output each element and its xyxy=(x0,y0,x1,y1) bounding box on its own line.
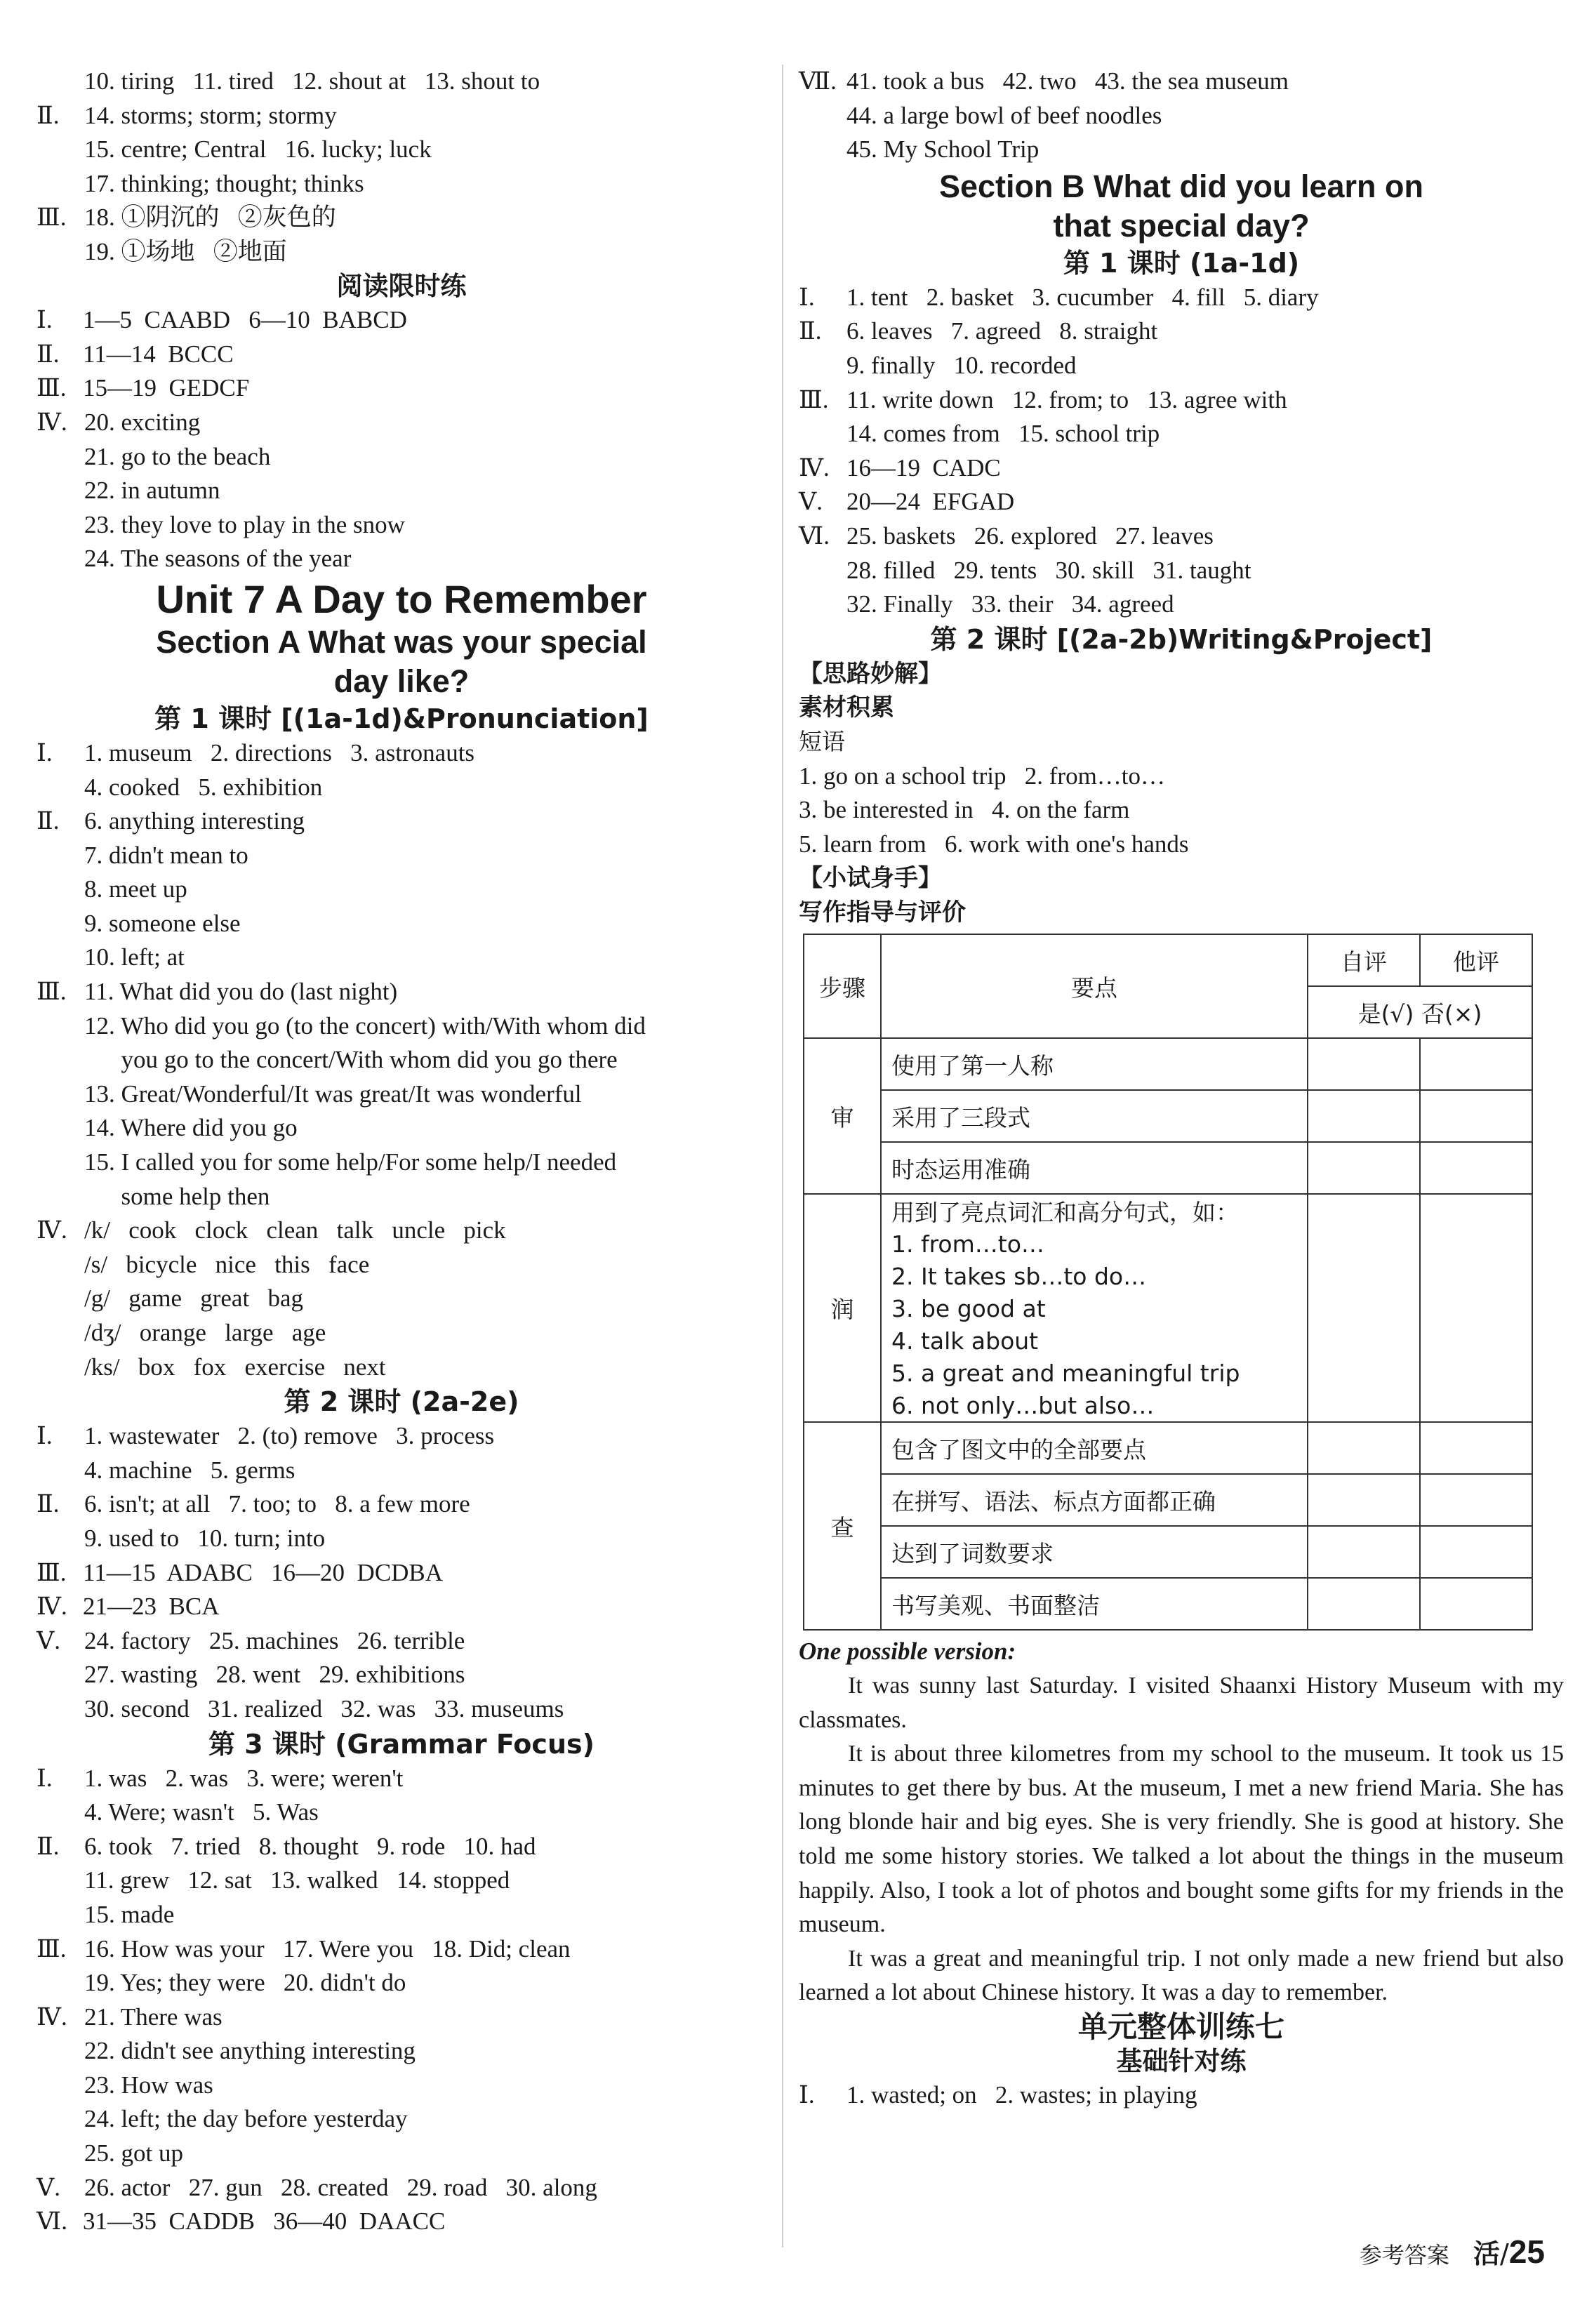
answer-line xyxy=(36,941,766,975)
answer-text: 19. ①场地 ②地面 xyxy=(84,237,287,265)
left-column xyxy=(36,65,766,2239)
self-eval-cell xyxy=(1308,1038,1420,1090)
answer-line xyxy=(799,554,1564,588)
answer-text: 15. I called you for some help/For some help/I needed xyxy=(84,1148,617,1176)
answer-line xyxy=(799,485,1564,519)
essay-paragraph: It was a great and meaningful trip. I not only made a new friend but also learned a lot about Chinese history. It was a day to remember. xyxy=(799,1945,1564,2006)
answer-line xyxy=(36,1795,766,1830)
answer-text: 23. they love to play in the snow xyxy=(84,510,405,538)
answer-line xyxy=(36,1692,766,1727)
answer-text: some help then xyxy=(84,1182,270,1210)
answer-line xyxy=(799,417,1564,451)
roman-numeral: Ⅳ. xyxy=(36,2003,67,2031)
answer-text: 1. wasted; on 2. wastes; in playing xyxy=(846,2081,1197,2109)
answer-text: 4. cooked 5. exhibition xyxy=(84,773,323,801)
guide-point: 时态运用准确 xyxy=(881,1142,1308,1194)
roman-numeral: Ⅱ. xyxy=(36,1832,60,1860)
self-eval-cell xyxy=(1308,1474,1420,1526)
roman-numeral: Ⅵ. xyxy=(36,2207,67,2236)
peer-eval-cell xyxy=(1420,1142,1532,1194)
sample-essay xyxy=(799,1669,1564,2010)
roman-numeral: Ⅲ. xyxy=(36,1934,67,1963)
reading-section-title: 阅读限时练 xyxy=(336,270,467,301)
answer-text: 1. tent 2. basket 3. cucumber 4. fill 5. diary xyxy=(846,283,1319,311)
phrases-list xyxy=(799,759,1564,862)
answer-line xyxy=(36,1043,766,1077)
lesson-3-title: 第 3 课时 (Grammar Focus) xyxy=(208,1728,595,1760)
answer-line xyxy=(799,314,1564,349)
answer-line xyxy=(36,2171,766,2205)
answer-line xyxy=(799,99,1564,133)
guide-point: 采用了三段式 xyxy=(881,1090,1308,1142)
answer-line xyxy=(799,519,1564,554)
answer-line xyxy=(799,451,1564,486)
answer-text: 4. machine 5. germs xyxy=(84,1456,295,1484)
answer-line xyxy=(36,839,766,873)
answer-text: 31—35 CADDB 36—40 DAACC xyxy=(83,2207,446,2236)
roman-numeral: Ⅳ. xyxy=(36,1216,67,1244)
guide-point: 4. talk about xyxy=(881,1324,1308,1357)
answer-line xyxy=(36,1658,766,1692)
answer-text: 9. someone else xyxy=(84,909,241,937)
roman-numeral: Ⅶ. xyxy=(799,67,837,95)
essay-paragraph: It was sunny last Saturday. I visited Shaanxi History Museum with my classmates. xyxy=(799,1673,1564,1733)
answer-text: /g/ game great bag xyxy=(84,1284,303,1313)
roman-numeral: Ⅲ. xyxy=(36,204,67,232)
answers-block xyxy=(799,2078,1564,2113)
roman-numeral: Ⅲ. xyxy=(36,978,67,1006)
answer-line xyxy=(799,65,1564,99)
answer-line xyxy=(36,1932,766,1967)
answer-line xyxy=(36,1762,766,1796)
step-shen: 审 xyxy=(804,1038,881,1194)
answer-text: 22. in autumn xyxy=(84,477,220,505)
phrases-label: 短语 xyxy=(799,727,845,755)
answer-text: 4. Were; wasn't 5. Was xyxy=(84,1798,319,1826)
answer-line xyxy=(36,1419,766,1454)
basic-practice-title: 基础针对练 xyxy=(1116,2045,1247,2076)
roman-numeral: Ⅰ. xyxy=(799,283,815,311)
answer-line xyxy=(36,1111,766,1146)
answer-line xyxy=(36,542,766,576)
roman-numeral: Ⅴ. xyxy=(36,2173,61,2201)
answer-line xyxy=(36,1316,766,1350)
answer-text: 41. took a bus 42. two 43. the sea museum xyxy=(846,67,1289,95)
answer-line xyxy=(36,2102,766,2137)
column-divider xyxy=(782,65,783,2247)
phrase-line: 3. be interested in 4. on the farm xyxy=(799,796,1130,824)
answer-line xyxy=(36,406,766,440)
lesson-2-title: 第 2 课时 (2a-2e) xyxy=(284,1386,519,1418)
guide-point: 包含了图文中的全部要点 xyxy=(881,1422,1308,1474)
roman-numeral: Ⅲ. xyxy=(36,374,67,402)
answer-text: 18. ①阴沉的 ②灰色的 xyxy=(84,204,336,232)
answer-line xyxy=(36,1624,766,1659)
lesson-2-title: 第 2 课时 [(2a-2b)Writing&Project] xyxy=(930,623,1433,655)
peer-eval-cell xyxy=(1420,1474,1532,1526)
header-point: 要点 xyxy=(881,934,1308,1038)
answer-text: 6. took 7. tried 8. thought 9. rode 10. had xyxy=(84,1832,536,1860)
guide-point: 用到了亮点词汇和高分句式，如： xyxy=(881,1194,1308,1228)
roman-numeral: Ⅱ. xyxy=(36,101,60,129)
answer-line xyxy=(36,440,766,474)
answer-text: 32. Finally 33. their 34. agreed xyxy=(846,590,1174,618)
answer-text: 14. Where did you go xyxy=(84,1114,298,1142)
answer-text: 15. centre; Central 16. lucky; luck xyxy=(84,135,432,164)
answer-line xyxy=(36,235,766,270)
answer-line xyxy=(36,975,766,1009)
answer-text: 6. leaves 7. agreed 8. straight xyxy=(846,317,1158,345)
answer-line xyxy=(36,2069,766,2103)
answer-line xyxy=(36,804,766,839)
answer-text: 21. go to the beach xyxy=(84,442,271,470)
answer-line xyxy=(36,201,766,235)
answer-text: 11. grew 12. sat 13. walked 14. stopped xyxy=(84,1866,510,1894)
answer-text: 14. comes from 15. school trip xyxy=(846,420,1160,448)
answer-text: 6. anything interesting xyxy=(84,807,305,835)
guide-point: 6. not only…but also… xyxy=(881,1389,1308,1422)
answer-text: 12. Who did you go (to the concert) with/With whom did xyxy=(84,1011,646,1040)
answer-text: 7. didn't mean to xyxy=(84,841,248,869)
answer-text: 10. left; at xyxy=(84,943,185,971)
answer-line xyxy=(36,1146,766,1180)
answer-line xyxy=(36,1556,766,1591)
answer-text: 23. How was xyxy=(84,2071,213,2099)
answer-text: 10. tiring 11. tired 12. shout at 13. shout to xyxy=(84,67,540,95)
answer-text: 11. What did you do (last night) xyxy=(84,978,398,1006)
answer-line xyxy=(36,508,766,543)
answer-line xyxy=(36,1522,766,1556)
answer-text: 30. second 31. realized 32. was 33. museums xyxy=(84,1694,564,1722)
answers-block xyxy=(36,1762,766,2239)
answer-text: 25. got up xyxy=(84,2139,183,2167)
roman-numeral: Ⅰ. xyxy=(36,738,53,766)
answer-text: 15. made xyxy=(84,1900,175,1928)
answer-text: 20—24 EFGAD xyxy=(846,488,1015,516)
header-other: 他评 xyxy=(1420,934,1532,986)
answer-text: 44. a large bowl of beef noodles xyxy=(846,101,1162,129)
answer-line xyxy=(36,371,766,406)
answer-line xyxy=(36,65,766,99)
self-eval-cell xyxy=(1308,1578,1420,1630)
answer-text: 17. thinking; thought; thinks xyxy=(84,169,364,197)
page-number: 25 xyxy=(1508,2233,1545,2270)
answers-block xyxy=(36,65,766,270)
writing-evaluation-table xyxy=(803,934,1533,1631)
answer-text: 1—5 CAABD 6—10 BABCD xyxy=(83,306,407,334)
guide-point: 3. be good at xyxy=(881,1292,1308,1324)
answer-line xyxy=(36,1350,766,1385)
answer-text: 19. Yes; they were 20. didn't do xyxy=(84,1969,406,1997)
self-eval-cell xyxy=(1308,1194,1420,1422)
guide-point: 在拼写、语法、标点方面都正确 xyxy=(881,1474,1308,1526)
guide-point: 5. a great and meaningful trip xyxy=(881,1357,1308,1389)
answer-line xyxy=(36,2000,766,2035)
lesson-1-title: 第 1 课时 [(1a-1d)&Pronunciation] xyxy=(154,703,649,734)
answer-text: 6. isn't; at all 7. too; to 8. a few more xyxy=(84,1490,470,1518)
answer-line xyxy=(36,1180,766,1214)
answer-line xyxy=(36,736,766,771)
roman-numeral: Ⅱ. xyxy=(36,807,60,835)
answer-line xyxy=(36,99,766,133)
phrase-line: 5. learn from 6. work with one's hands xyxy=(799,830,1189,858)
xiaoshi-heading: 【小试身手】 xyxy=(799,864,942,893)
answer-line xyxy=(36,1077,766,1112)
roman-numeral: Ⅰ. xyxy=(799,2081,815,2109)
peer-eval-cell xyxy=(1420,1526,1532,1578)
answer-line xyxy=(36,474,766,508)
header-yes-no: 是(√) 否(×) xyxy=(1308,986,1532,1038)
answer-text: /ks/ box fox exercise next xyxy=(84,1353,386,1381)
self-eval-cell xyxy=(1308,1142,1420,1194)
roman-numeral: Ⅰ. xyxy=(36,306,53,334)
answer-text: 11—14 BCCC xyxy=(83,340,234,368)
header-step: 步骤 xyxy=(804,934,881,1038)
answer-line xyxy=(36,2034,766,2069)
answer-line xyxy=(36,1830,766,1864)
phrase-line: 1. go on a school trip 2. from…to… xyxy=(799,762,1166,790)
answer-line xyxy=(36,133,766,167)
answer-line xyxy=(36,2137,766,2171)
roman-numeral: Ⅵ. xyxy=(799,522,830,550)
page-footer: 参考答案 活/25 xyxy=(1359,2233,1545,2270)
roman-numeral: Ⅲ. xyxy=(36,1558,67,1586)
answer-text: 11. write down 12. from; to 13. agree with xyxy=(846,385,1287,413)
answer-text: 24. The seasons of the year xyxy=(84,545,352,573)
writing-guide-heading: 写作指导与评价 xyxy=(799,898,966,927)
answers-block xyxy=(36,1419,766,1726)
footer-huo: 活 xyxy=(1473,2238,1501,2269)
answer-line xyxy=(36,1214,766,1248)
unit-training-title: 单元整体训练七 xyxy=(1077,2010,1284,2044)
answer-line xyxy=(36,1864,766,1898)
answer-text: 45. My School Trip xyxy=(846,135,1040,164)
answer-line xyxy=(36,907,766,941)
answer-text: 27. wasting 28. went 29. exhibitions xyxy=(84,1661,465,1689)
answer-text: 15—19 GEDCF xyxy=(83,374,250,402)
answer-text: 9. used to 10. turn; into xyxy=(84,1524,326,1552)
roman-numeral: Ⅱ. xyxy=(36,340,60,368)
step-run: 润 xyxy=(804,1194,881,1422)
answer-line xyxy=(36,167,766,201)
answer-text: 25. baskets 26. explored 27. leaves xyxy=(846,522,1214,550)
version-label: One possible version: xyxy=(799,1638,1016,1666)
self-eval-cell xyxy=(1308,1422,1420,1474)
answer-text: /s/ bicycle nice this face xyxy=(84,1250,370,1278)
answer-line xyxy=(36,303,766,338)
footer-label: 参考答案 xyxy=(1359,2242,1449,2269)
answer-text: 21—23 BCA xyxy=(83,1593,220,1621)
answer-line xyxy=(36,338,766,372)
answer-line xyxy=(799,587,1564,622)
answer-text: 1. was 2. was 3. were; weren't xyxy=(84,1764,404,1792)
answer-line xyxy=(799,2078,1564,2113)
answer-text: 24. factory 25. machines 26. terrible xyxy=(84,1626,465,1654)
answer-line xyxy=(36,1590,766,1624)
answer-text: 16. How was your 17. Were you 18. Did; clean xyxy=(84,1934,571,1963)
answers-block xyxy=(36,303,766,576)
answers-block xyxy=(799,281,1564,622)
peer-eval-cell xyxy=(1420,1578,1532,1630)
siliu-heading: 【思路妙解】 xyxy=(799,659,942,688)
section-a-title-line1: Section A What was your special xyxy=(156,623,647,660)
answer-line xyxy=(799,383,1564,418)
section-b-title-line2: that special day? xyxy=(1053,207,1310,244)
answer-text: 11—15 ADABC 16—20 DCDBA xyxy=(83,1558,444,1586)
answer-text: 9. finally 10. recorded xyxy=(846,351,1077,379)
answer-line xyxy=(36,872,766,907)
answer-line xyxy=(36,1487,766,1522)
answer-text: 1. wastewater 2. (to) remove 3. process xyxy=(84,1422,495,1450)
section-a-title-line2: day like? xyxy=(333,663,470,699)
answer-line xyxy=(799,133,1564,167)
answer-text: /k/ cook clock clean talk uncle pick xyxy=(84,1216,506,1244)
peer-eval-cell xyxy=(1420,1090,1532,1142)
guide-point: 书写美观、书面整洁 xyxy=(881,1578,1308,1630)
roman-numeral: Ⅱ. xyxy=(799,317,822,345)
answer-line xyxy=(799,281,1564,315)
self-eval-cell xyxy=(1308,1526,1420,1578)
guide-point: 1. from…to… xyxy=(881,1228,1308,1260)
sucai-heading: 素材积累 xyxy=(799,693,894,722)
answers-block xyxy=(799,65,1564,167)
answer-text: 13. Great/Wonderful/It was great/It was wonderful xyxy=(84,1080,582,1108)
guide-point: 使用了第一人称 xyxy=(881,1038,1308,1090)
answer-text: 22. didn't see anything interesting xyxy=(84,2037,416,2065)
answer-line xyxy=(36,771,766,805)
header-self: 自评 xyxy=(1308,934,1420,986)
answer-text: 16—19 CADC xyxy=(846,453,1001,482)
roman-numeral: Ⅰ. xyxy=(36,1764,53,1792)
answer-line xyxy=(799,349,1564,383)
roman-numeral: Ⅲ. xyxy=(799,385,829,413)
right-column xyxy=(799,65,1564,2113)
answer-line xyxy=(36,2205,766,2239)
self-eval-cell xyxy=(1308,1090,1420,1142)
lesson-1-title: 第 1 课时 (1a-1d) xyxy=(1063,247,1300,279)
answer-text: 28. filled 29. tents 30. skill 31. taught xyxy=(846,556,1251,584)
peer-eval-cell xyxy=(1420,1038,1532,1090)
roman-numeral: Ⅱ. xyxy=(36,1490,60,1518)
peer-eval-cell xyxy=(1420,1194,1532,1422)
roman-numeral: Ⅰ. xyxy=(36,1422,53,1450)
roman-numeral: Ⅳ. xyxy=(799,453,830,482)
answer-text: you go to the concert/With whom did you go there xyxy=(84,1046,618,1074)
section-b-title-line1: Section B What did you learn on xyxy=(938,168,1424,204)
answers-block xyxy=(36,736,766,1384)
roman-numeral: Ⅳ. xyxy=(36,408,67,436)
answer-text: 14. storms; storm; stormy xyxy=(84,101,337,129)
guide-point: 2. It takes sb…to do… xyxy=(881,1260,1308,1292)
guide-point: 达到了词数要求 xyxy=(881,1526,1308,1578)
roman-numeral: Ⅴ. xyxy=(36,1626,61,1654)
answer-line xyxy=(36,1898,766,1932)
unit-title: Unit 7 A Day to Remember xyxy=(156,576,647,621)
answer-text: 26. actor 27. gun 28. created 29. road 30. along xyxy=(84,2173,597,2201)
answer-line xyxy=(36,1009,766,1044)
peer-eval-cell xyxy=(1420,1422,1532,1474)
answer-line xyxy=(36,1966,766,2000)
answer-line xyxy=(36,1248,766,1282)
answer-text: 8. meet up xyxy=(84,875,187,903)
answer-text: 21. There was xyxy=(84,2003,223,2031)
roman-numeral: Ⅴ. xyxy=(799,488,823,516)
answer-line xyxy=(36,1454,766,1488)
essay-paragraph: It is about three kilometres from my school to the museum. It took us 15 minutes to get there by bus. At the museum, I met a new friend Maria. She has long blonde hair and big eyes. She is very friendly. She is good at history. She told me some history stories. We talked a lot about the things in the museum happily. Also, I took a lot of photos and bought some gifts for my friends in the museum. xyxy=(799,1741,1564,1938)
answer-text: /dʒ/ orange large age xyxy=(84,1319,326,1346)
answer-text: 24. left; the day before yesterday xyxy=(84,2105,408,2133)
answer-line xyxy=(36,1282,766,1316)
roman-numeral: Ⅳ. xyxy=(36,1593,67,1621)
answer-text: 1. museum 2. directions 3. astronauts xyxy=(84,738,475,766)
answer-text: 20. exciting xyxy=(84,408,201,436)
step-cha: 查 xyxy=(804,1422,881,1630)
